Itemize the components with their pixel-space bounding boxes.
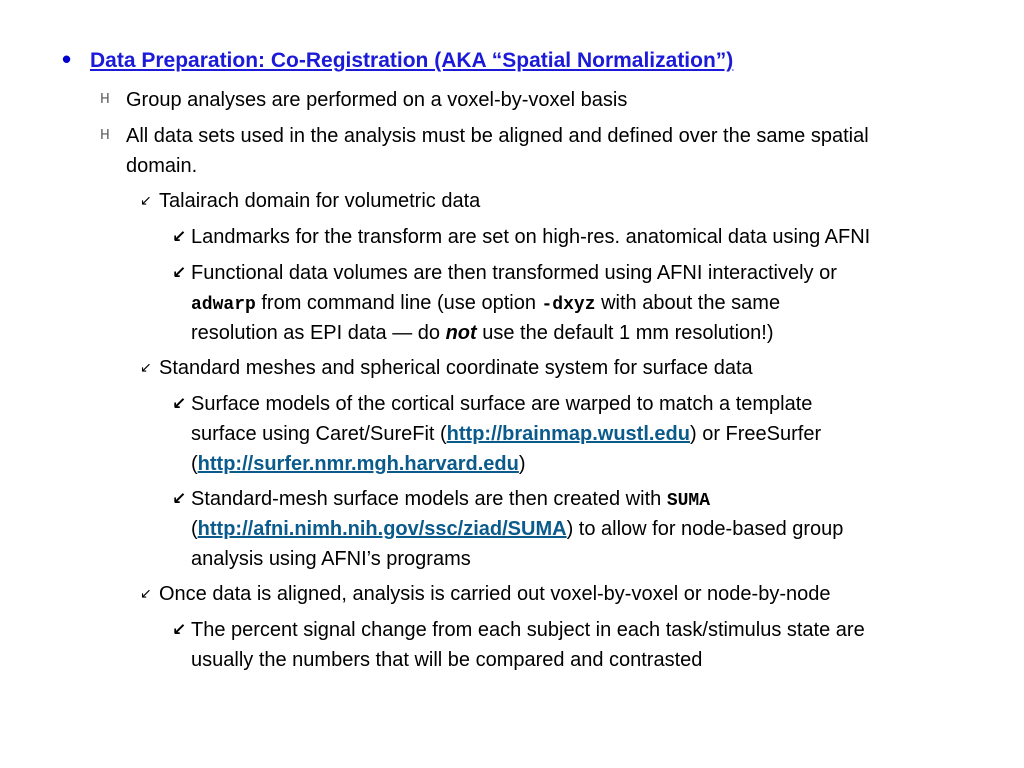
level2-marker-icon: ↙ (140, 193, 152, 209)
link-suma[interactable]: http://afni.nimh.nih.gov/ssc/ziad/SUMA (197, 518, 567, 540)
level3-item-mesh-line2 (191, 514, 843, 544)
functional-text: use the default 1 mm resolution!) (476, 322, 774, 344)
main-bullet-icon: • (62, 44, 72, 74)
level1-marker-icon: H (100, 128, 110, 143)
surface-text: ) or FreeSurfer (690, 423, 822, 445)
level3-marker-icon: ↙ (172, 620, 187, 640)
level3-marker-icon: ↙ (172, 263, 187, 283)
option-dxyz: -dxyz (541, 295, 596, 315)
mesh-text: ( (191, 518, 198, 540)
level1-item-voxel: Group analyses are performed on a voxel-by-voxel basis (126, 89, 628, 111)
level3-item-surface-line2 (191, 419, 821, 449)
emphasis-not: not (445, 322, 477, 344)
level3-marker-icon: ↙ (172, 394, 187, 414)
command-adwarp: adwarp (191, 295, 256, 315)
level2-marker-icon: ↙ (140, 586, 152, 602)
level3-marker-icon: ↙ (172, 227, 187, 247)
level2-item-talairach: Talairach domain for volumetric data (159, 190, 481, 212)
level2-item-standard-meshes: Standard meshes and spherical coordinate system for surface data (159, 357, 753, 379)
functional-text: from command line (use option (255, 292, 542, 314)
level2-item-once-aligned: Once data is aligned, analysis is carried out voxel-by-voxel or node-by-node (159, 583, 831, 605)
link-brainmap[interactable]: http://brainmap.wustl.edu (446, 423, 690, 445)
mesh-text: Standard-mesh surface models are then created with (191, 488, 667, 510)
functional-text: with about the same (595, 292, 781, 314)
level2-marker-icon: ↙ (140, 360, 152, 376)
functional-text: resolution as EPI data — do (191, 322, 446, 344)
level1-item-aligned-line2: domain. (126, 155, 198, 177)
slide-heading-link[interactable]: Data Preparation: Co-Registration (AKA “Spatial Normalization”) (90, 49, 734, 72)
program-suma: SUMA (666, 491, 711, 511)
link-freesurfer[interactable]: http://surfer.nmr.mgh.harvard.edu (197, 453, 519, 475)
level3-item-percent-line1: The percent signal change from each subject in each task/stimulus state are (191, 619, 865, 641)
mesh-text: ) to allow for node-based group (566, 518, 844, 540)
level3-item-surface-line3 (191, 449, 526, 479)
surface-text: surface using Caret/SureFit ( (191, 423, 447, 445)
level3-item-mesh-line1 (191, 484, 710, 516)
level3-item-mesh-line3: analysis using AFNI’s programs (191, 548, 471, 570)
surface-text: ( (191, 453, 198, 475)
level3-marker-icon: ↙ (172, 489, 187, 509)
level3-item-surface-line1: Surface models of the cortical surface are warped to match a template (191, 393, 813, 415)
level3-item-percent-line2: usually the numbers that will be compared and contrasted (191, 649, 703, 671)
level1-marker-icon: H (100, 92, 110, 107)
level3-item-functional-line1: Functional data volumes are then transformed using AFNI interactively or (191, 262, 837, 284)
level3-item-landmarks: Landmarks for the transform are set on high-res. anatomical data using AFNI (191, 226, 871, 248)
level3-item-functional-line2 (191, 288, 780, 320)
surface-text: ) (518, 453, 526, 475)
level3-item-functional-line3 (191, 318, 774, 348)
level1-item-aligned-line1: All data sets used in the analysis must be aligned and defined over the same spatial (126, 125, 869, 147)
